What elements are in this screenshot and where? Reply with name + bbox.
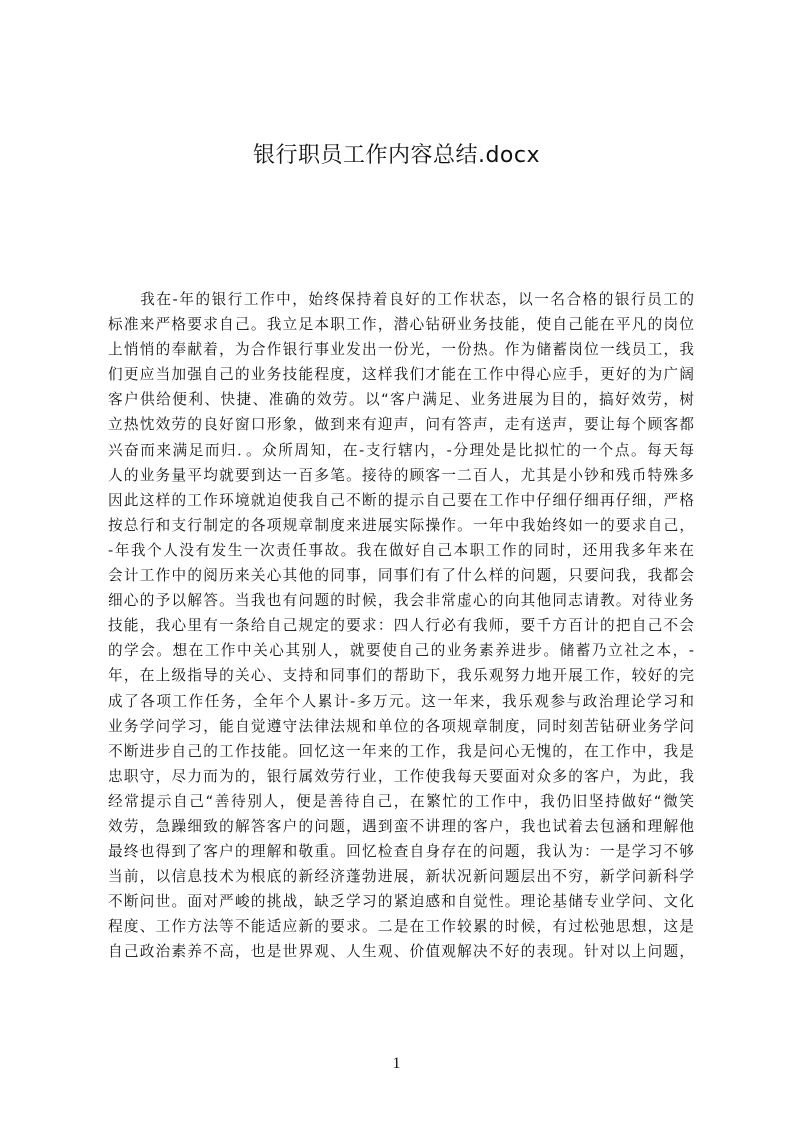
body-line: 上悄悄的奉献着，为合作银行事业发出一份光，一份热。作为储蓄岗位一线员工，我: [108, 341, 694, 359]
body-line: 忠职守，尽力而为的，银行属效劳行业，工作使我每天要面对众多的客户，为此，我: [108, 767, 694, 785]
document-body: [108, 287, 694, 965]
body-line: -年我个人没有发生一次责任事故。我在做好自己本职工作的同时，还用我多年来在: [108, 541, 694, 559]
body-line: 兴奋而来满足而归．。众所周知，在-支行辖内，-分理处是比拟忙的一个点。每天每: [108, 441, 694, 459]
body-line: 客户供给便利、快捷、准确的效劳。以“客户满足、业务进展为目的，搞好效劳，树: [108, 391, 694, 409]
body-line: 们更应当加强自己的业务技能程度，这样我们才能在工作中得心应手，更好的为广阔: [108, 366, 694, 384]
body-line: 细心的予以解答。当我也有问题的时候，我会非常虚心的向其他同志请教。对待业务: [108, 592, 694, 610]
body-line: 效劳，急躁细致的解答客户的问题，遇到蛮不讲理的客户，我也试着去包涵和理解他: [108, 817, 694, 835]
body-line: 人的业务量平均就要到达一百多笔。接待的顾客一二百人，尤其是小钞和残币特殊多: [108, 466, 694, 484]
body-line: 最终也得到了客户的理解和敬重。回忆检查自身存在的问题，我认为：一是学习不够: [108, 843, 694, 861]
body-line: 我在-年的银行工作中，始终保持着良好的工作状态，以一名合格的银行员工的: [108, 291, 694, 308]
body-line: 标准来严格要求自己。我立足本职工作，潜心钻研业务技能，使自己能在平凡的岗位: [108, 316, 694, 334]
body-line: 业务学问学习，能自觉遵守法律法规和单位的各项规章制度，同时刻苦钻研业务学问: [108, 717, 694, 735]
body-line: 自己政治素养不高，也是世界观、人生观、价值观解决不好的表现。针对以上问题，: [108, 943, 694, 961]
body-line: 因此这样的工作环境就迫使我自己不断的提示自己要在工作中仔细仔细再仔细，严格: [108, 491, 694, 509]
body-line: 当前，以信息技术为根底的新经济蓬勃进展，新状况新问题层出不穷，新学问新科学: [108, 868, 694, 886]
body-line: 不断问世。面对严峻的挑战，缺乏学习的紧迫感和自觉性。理论基储专业学问、文化: [108, 893, 694, 911]
body-line: 的学会。想在工作中关心其别人，就要使自己的业务素养进步。储蓄乃立社之本，-: [108, 642, 694, 660]
body-line: 按总行和支行制定的各项规章制度来进展实际操作。一年中我始终如一的要求自己，: [108, 516, 694, 534]
body-line: 程度、工作方法等不能适应新的要求。二是在工作较累的时候，有过松弛思想，这是: [108, 918, 694, 936]
body-line: 不断进步自己的工作技能。回忆这一年来的工作，我是问心无愧的，在工作中，我是: [108, 742, 694, 760]
body-line: 成了各项工作任务，全年个人累计-多万元。这一年来，我乐观参与政治理论学习和: [108, 692, 694, 710]
body-line: 立热忱效劳的良好窗口形象，做到来有迎声，问有答声，走有送声，要让每个顾客都: [108, 416, 694, 434]
body-line: 会计工作中的阅历来关心其他的同事，同事们有了什么样的问题，只要问我，我都会: [108, 567, 694, 585]
body-line: 技能，我心里有一条给自己规定的要求：四人行必有我师，要千方百计的把自己不会: [108, 617, 694, 635]
page-number: 1: [392, 1055, 401, 1072]
body-line: 经常提示自己“善待别人，便是善待自己，在繁忙的工作中，我仍旧坚持做好“微笑: [108, 792, 694, 810]
document-title: 银行职员工作内容总结.docx: [252, 143, 541, 168]
body-line: 年，在上级指导的关心、支持和同事们的帮助下，我乐观努力地开展工作，较好的完: [108, 667, 694, 685]
